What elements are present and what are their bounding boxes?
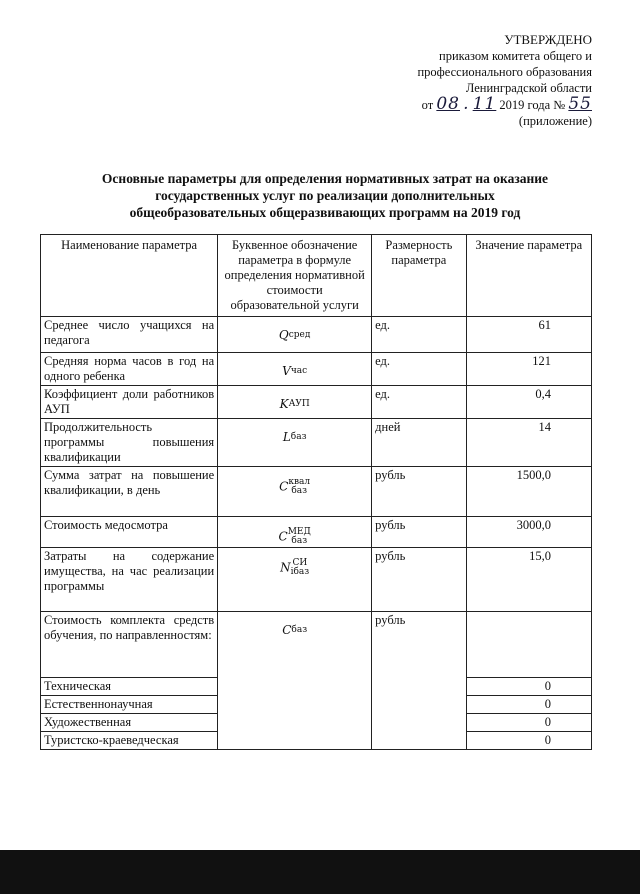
param-symbol xyxy=(218,353,372,386)
title-line-1: Основные параметры для определения нормативных затрат на оказание xyxy=(101,171,549,186)
subparam-name: Техническая xyxy=(41,678,218,696)
table-header-row xyxy=(41,235,592,317)
number-prefix: № xyxy=(553,98,566,112)
param-value: 15,0 xyxy=(466,548,591,612)
param-unit: рубль xyxy=(372,517,466,548)
param-name: Коэффициент доли работников АУП xyxy=(41,386,218,419)
approval-title: УТВЕРЖДЕНО xyxy=(504,32,592,47)
param-symbol xyxy=(218,517,372,548)
approval-block xyxy=(332,32,592,129)
subparam-value: 0 xyxy=(466,732,591,750)
param-unit: рубль xyxy=(372,612,466,750)
param-value: 1500,0 xyxy=(466,467,591,517)
param-value xyxy=(466,612,591,678)
symbol-glyph: K АУП xyxy=(279,397,310,411)
header-value: Значение параметра xyxy=(466,235,591,317)
header-name: Наименование параметра xyxy=(41,235,218,317)
subparam-name: Художественная xyxy=(41,714,218,732)
symbol-glyph: V час xyxy=(282,364,308,378)
param-unit: рубль xyxy=(372,467,466,517)
param-unit: рубль xyxy=(372,548,466,612)
param-unit: ед. xyxy=(372,317,466,353)
param-value: 121 xyxy=(466,353,591,386)
param-symbol xyxy=(218,548,372,612)
table-row xyxy=(41,317,592,353)
approval-date-line: от 08 . 11 2019 года № 55 xyxy=(421,94,592,114)
param-value: 3000,0 xyxy=(466,517,591,548)
symbol-glyph: N СИ iбаз xyxy=(280,558,310,577)
approval-line-3: Ленинградской области xyxy=(465,81,592,95)
table-row xyxy=(41,548,592,612)
table-row xyxy=(41,467,592,517)
subparam-value: 0 xyxy=(466,696,591,714)
param-name: Продолжительность программы повышения квалификации xyxy=(41,419,218,467)
param-value: 61 xyxy=(466,317,591,353)
title-line-3: общеобразовательных общеразвивающих программ на 2019 год xyxy=(129,205,521,220)
symbol-glyph: C МЕД баз xyxy=(278,527,311,546)
param-name: Стоимость медосмотра xyxy=(41,517,218,548)
date-month: 11 xyxy=(472,94,497,114)
date-day: 08 xyxy=(436,94,460,114)
symbol-glyph: C квал баз xyxy=(279,477,311,496)
subparam-name: Туристско-краеведческая xyxy=(41,732,218,750)
symbol-glyph: C баз xyxy=(282,623,308,637)
header-symbol: Буквенное обозначение параметра в формуле определения нормативной стоимости образовательной услуги xyxy=(218,235,372,317)
param-value: 0,4 xyxy=(466,386,591,419)
param-symbol xyxy=(218,612,372,750)
subparam-name: Естественнонаучная xyxy=(41,696,218,714)
date-year: 2019 года xyxy=(499,98,551,112)
param-symbol xyxy=(218,467,372,517)
date-prefix: от xyxy=(421,98,434,112)
parameters-table xyxy=(40,234,592,750)
header-unit: Размерность параметра xyxy=(372,235,466,317)
param-value: 14 xyxy=(466,419,591,467)
param-unit: ед. xyxy=(372,353,466,386)
subparam-value: 0 xyxy=(466,678,591,696)
table-row xyxy=(41,386,592,419)
param-name: Затраты на содержание имущества, на час реализации программы xyxy=(41,548,218,612)
table-row xyxy=(41,419,592,467)
document-title xyxy=(60,170,590,221)
document-number: 55 xyxy=(568,94,592,114)
table-row xyxy=(41,353,592,386)
title-line-2: государственных услуг по реализации дополнительных xyxy=(155,188,495,203)
param-symbol xyxy=(218,317,372,353)
param-symbol xyxy=(218,419,372,467)
table-row xyxy=(41,517,592,548)
param-symbol xyxy=(218,386,372,419)
subparam-value: 0 xyxy=(466,714,591,732)
param-name: Средняя норма часов в год на одного ребенка xyxy=(41,353,218,386)
approval-line-2: профессионального образования xyxy=(417,65,592,79)
param-unit: дней xyxy=(372,419,466,467)
param-name: Сумма затрат на повышение квалификации, в день xyxy=(41,467,218,517)
approval-line-1: приказом комитета общего и xyxy=(439,49,592,63)
table-row xyxy=(41,612,592,678)
scan-footer-bar xyxy=(0,850,640,894)
appendix-note: (приложение) xyxy=(518,114,592,128)
param-name: Стоимость комплекта средств обучения, по направленностям: xyxy=(41,612,218,678)
param-name: Среднее число учащихся на педагога xyxy=(41,317,218,353)
symbol-glyph: Q сред xyxy=(278,328,311,342)
symbol-glyph: L баз xyxy=(282,430,307,444)
param-unit: ед. xyxy=(372,386,466,419)
